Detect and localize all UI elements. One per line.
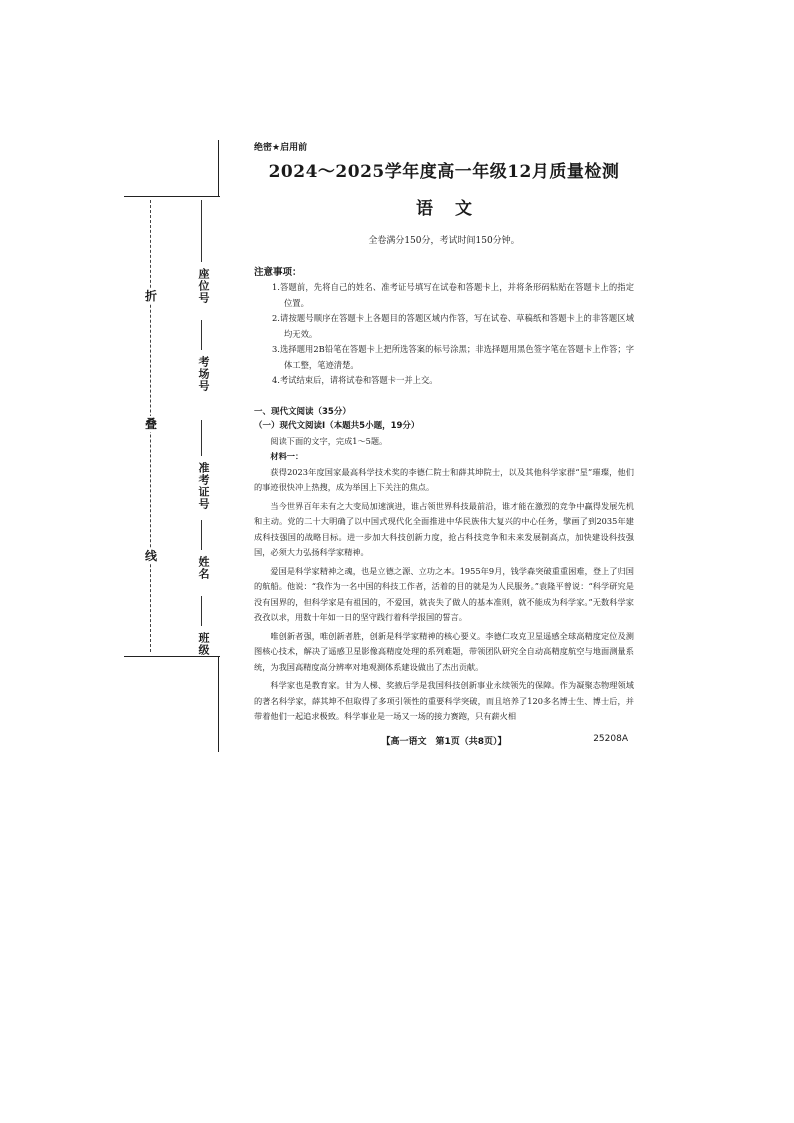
page-footer: [254, 734, 634, 748]
exam-code: 25208A: [593, 734, 628, 744]
class-label: 班级: [197, 632, 210, 656]
secret-mark: 绝密★启用前: [254, 143, 308, 153]
page-number-label: 【高一语文 第1页（共8页）】: [381, 737, 507, 747]
fold-char-3: 线: [140, 548, 162, 564]
notice-item: 1.答题前，先将自己的姓名、准考证号填写在试卷和答题卡上，并将条形码粘贴在答题卡上的指定位置。: [272, 282, 634, 308]
passage-paragraph: 当今世界百年未有之大变局加速演进，谁占领世界科技最前沿，谁才能在激烈的竞争中赢得发展先机和主动。党的二十大明确了以中国式现代化全面推进中华民族伟大复兴的中心任务，擘画了到2035年建成科技强国的战略目标。进一步加大科技创新力度，抢占科技竞争和未来发展制高点，加快建设科技强国，必须大力弘扬科学家精神。: [254, 500, 634, 557]
exam-title: 2024～2025学年度高一年级12月质量检测: [268, 162, 620, 182]
notice-item: 2.请按题号顺序在答题卡上各题目的答题区域内作答，写在试卷、草稿纸和答题卡上的非答题区域均无效。: [272, 313, 634, 339]
section-title: 一、现代文阅读（35分）: [254, 406, 351, 417]
passage-paragraph: 科学家也是教育家。甘为人梯、奖掖后学是我国科技创新事业永续领先的保障。作为凝聚态物理领域的著名科学家，薛其坤不但取得了多项引领性的重要科学突破，而且培养了120多名博士生、博士后，并带着他们一起追求极致。科学事业是一场又一场的接力赛跑，只有薪火相: [254, 680, 634, 721]
passage-paragraph: 爱国是科学家精神之魂，也是立德之源、立功之本。1955年9月，钱学森突破重重困难，登上了归国的航船。他说：“我作为一名中国的科技工作者，活着的目的就是为人民服务。”袁隆平曾说：“科学研究是没有国界的，但科学家是有祖国的，不爱国，就丧失了做人的基本准则，就不能成为科学家。”无数科学家孜孜以求，用数十年如一日的坚守践行着科学报国的誓言。: [254, 565, 634, 622]
admission-ticket-field[interactable]: [193, 420, 211, 520]
admission-ticket-label: 准考证号: [197, 462, 210, 510]
notice-heading: 注意事项：: [254, 267, 302, 278]
binding-frame-top: [124, 196, 220, 197]
name-label: 姓名: [197, 556, 210, 580]
fold-char-1: 折: [140, 288, 162, 304]
binding-line-bottom: [218, 656, 219, 752]
passage-paragraph: 获得2023年度国家最高科学技术奖的李德仁院士和薛其坤院士，以及其他科学家群“星”璀璨，他们的事迹很快冲上热搜，成为举国上下关注的焦点。: [254, 466, 634, 492]
material-label: 材料一：: [270, 451, 304, 461]
section-subtitle: （一）现代文阅读Ⅰ（本题共5小题，19分）: [254, 420, 420, 431]
exam-room-label: 考场号: [197, 356, 210, 392]
notice-item: 4.考试结束后，请将试卷和答题卡一并上交。: [272, 375, 438, 385]
seat-number-label: 座位号: [197, 268, 210, 304]
class-field[interactable]: [193, 596, 211, 672]
notice-list: [254, 280, 634, 389]
score-line: 全卷满分150分，考试时间150分钟。: [368, 236, 520, 246]
subject-title: 语文: [416, 199, 494, 219]
reading-instruction: 阅读下面的文字，完成1～5题。: [270, 435, 388, 446]
notice-item: 3.选择题用2B铅笔在答题卡上把所选答案的标号涂黑；非选择题用黑色签字笔在答题卡上作答；字体工整，笔迹清楚。: [272, 344, 634, 370]
exam-page-content: [254, 140, 634, 725]
binding-line-top: [218, 140, 219, 196]
passage-paragraph: 唯创新者强，唯创新者胜，创新是科学家精神的核心要义。李德仁攻克卫星遥感全球高精度定位及测图核心技术，解决了遥感卫星影像高精度处理的系列难题，带领团队研究全自动高精度航空与地面测量系统，为我国高精度高分辨率对地观测体系建设做出了杰出贡献。: [254, 630, 634, 672]
exam-room-field[interactable]: [193, 320, 211, 420]
seat-number-field[interactable]: [193, 200, 211, 320]
fold-char-2: 叠: [140, 416, 162, 432]
